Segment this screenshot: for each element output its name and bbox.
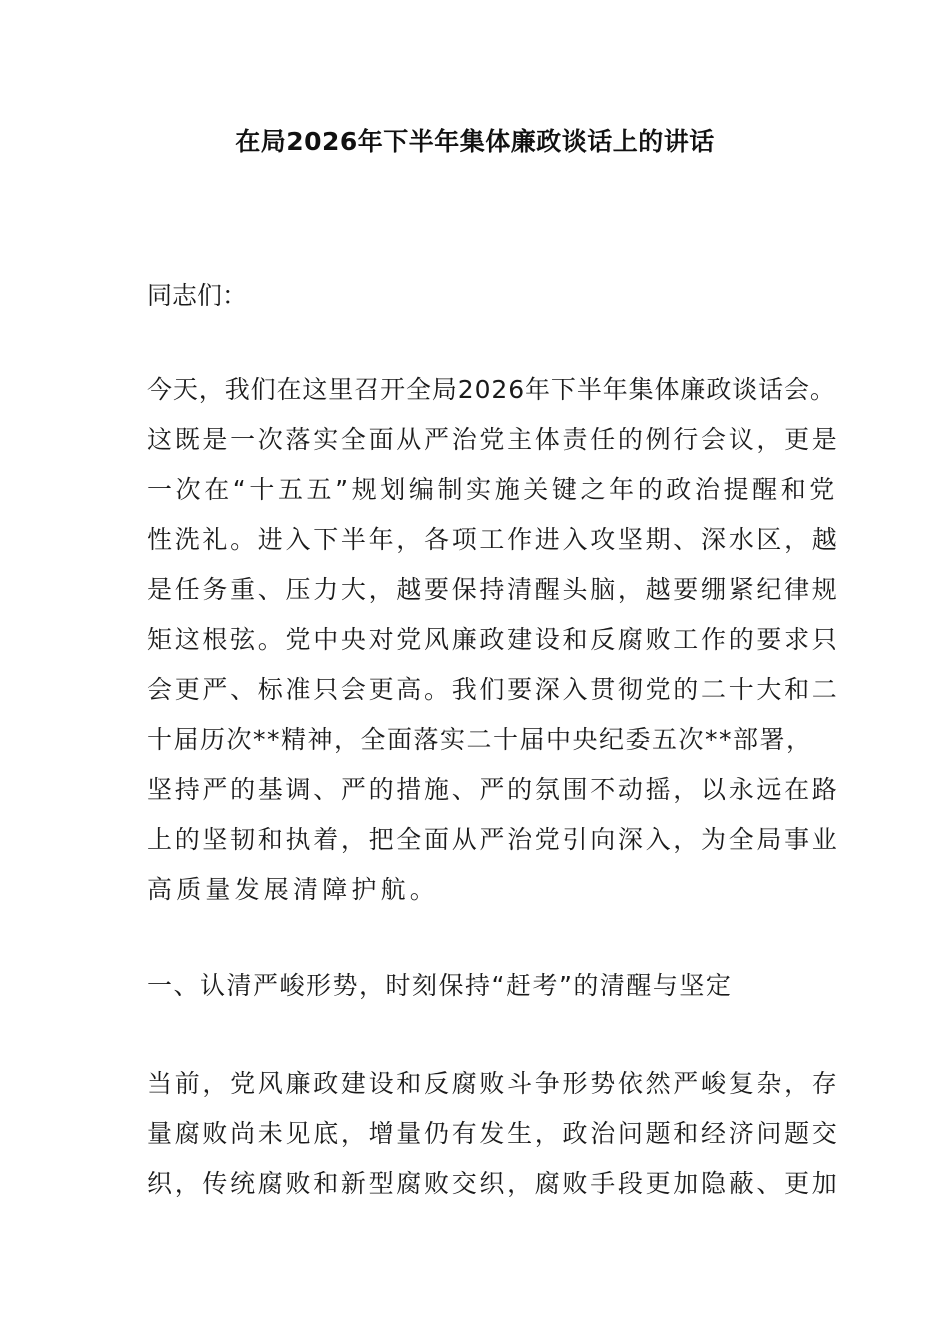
section-1-line-3: 织，传统腐败和新型腐败交织，腐败手段更加隐蔽、更加 xyxy=(147,1169,840,1198)
intro-line-7: 会更严、标准只会更高。我们要深入贯彻党的二十大和二 xyxy=(147,675,840,704)
section-1-heading: 一、认清严峻形势，时刻保持“赶考”的清醒与坚定 xyxy=(147,971,733,1000)
intro-line-8: 十届历次**精神，全面落实二十届中央纪委五次**部署， xyxy=(147,725,813,754)
intro-line-6: 矩这根弦。党中央对党风廉政建设和反腐败工作的要求只 xyxy=(147,625,840,654)
intro-line-4: 性洗礼。进入下半年，各项工作进入攻坚期、深水区，越 xyxy=(147,525,840,554)
section-1-line-1: 当前，党风廉政建设和反腐败斗争形势依然严峻复杂，存 xyxy=(147,1069,840,1098)
intro-line-10: 上的坚韧和执着，把全面从严治党引向深入，为全局事业 xyxy=(147,825,840,854)
intro-line-2: 这既是一次落实全面从严治党主体责任的例行会议，更是 xyxy=(147,425,840,454)
salutation: 同志们： xyxy=(147,281,248,310)
intro-line-5: 是任务重、压力大，越要保持清醒头脑，越要绷紧纪律规 xyxy=(147,575,840,604)
intro-line-1: 今天，我们在这里召开全局2026年下半年集体廉政谈话会。 xyxy=(147,375,836,404)
intro-line-11: 高质量发展清障护航。 xyxy=(147,875,440,904)
intro-line-3: 一次在“十五五”规划编制实施关键之年的政治提醒和党 xyxy=(147,475,838,504)
section-1-line-2: 量腐败尚未见底，增量仍有发生，政治问题和经济问题交 xyxy=(147,1119,840,1148)
intro-line-9: 坚持严的基调、严的措施、严的氛围不动摇，以永远在路 xyxy=(147,775,840,804)
document-title: 在局2026年下半年集体廉政谈话上的讲话 xyxy=(235,127,715,156)
